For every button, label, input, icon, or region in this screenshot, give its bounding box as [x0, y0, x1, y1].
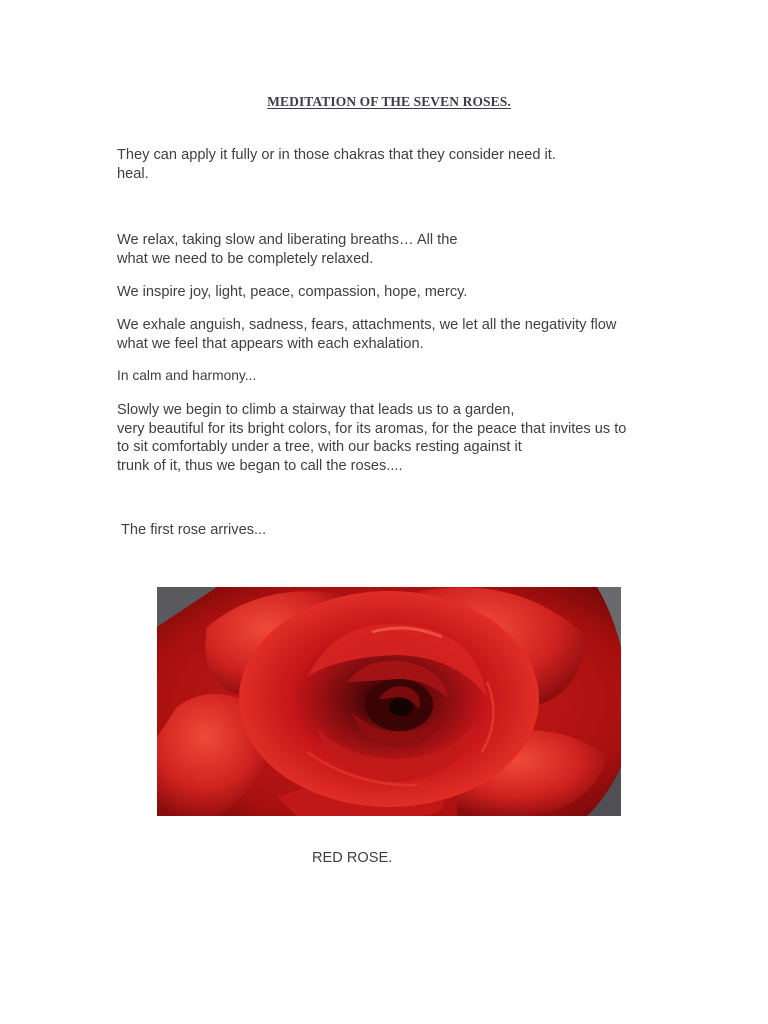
paragraph-line: trunk of it, thus we began to call the roses....	[117, 457, 403, 474]
paragraph-garden	[117, 401, 677, 475]
paragraph-inspire	[117, 283, 677, 302]
paragraph-line: Slowly we begin to climb a stairway that leads us to a garden,	[117, 402, 515, 418]
red-rose-image	[157, 587, 621, 816]
paragraph-first-rose	[121, 521, 681, 540]
paragraph-line: The first rose arrives...	[121, 522, 267, 538]
paragraph-line: In calm and harmony...	[117, 368, 257, 383]
paragraph-line: heal.	[117, 165, 149, 182]
document-title: MEDITATION OF THE SEVEN ROSES.	[267, 94, 511, 109]
paragraph-calm	[117, 367, 677, 386]
paragraph-line: We relax, taking slow and liberating breaths… All the	[117, 232, 458, 248]
paragraph-line: We exhale anguish, sadness, fears, attachments, we let all the negativity flow	[117, 317, 617, 333]
paragraph-line: They can apply it fully or in those chakras that they consider need it.	[117, 147, 556, 163]
red-rose-illustration	[157, 587, 621, 816]
paragraph-line: what we feel that appears with each exhalation.	[117, 335, 424, 352]
paragraph-line: We inspire joy, light, peace, compassion, hope, mercy.	[117, 284, 468, 300]
paragraph-exhale	[117, 316, 677, 353]
paragraph-intro	[117, 146, 677, 183]
paragraph-line: very beautiful for its bright colors, for its aromas, for the peace that invites us to	[117, 420, 627, 437]
image-caption: RED ROSE.	[312, 850, 393, 866]
paragraph-line: to sit comfortably under a tree, with our backs resting against it	[117, 439, 522, 455]
paragraph-line: what we need to be completely relaxed.	[117, 250, 374, 267]
paragraph-relax	[117, 231, 677, 268]
